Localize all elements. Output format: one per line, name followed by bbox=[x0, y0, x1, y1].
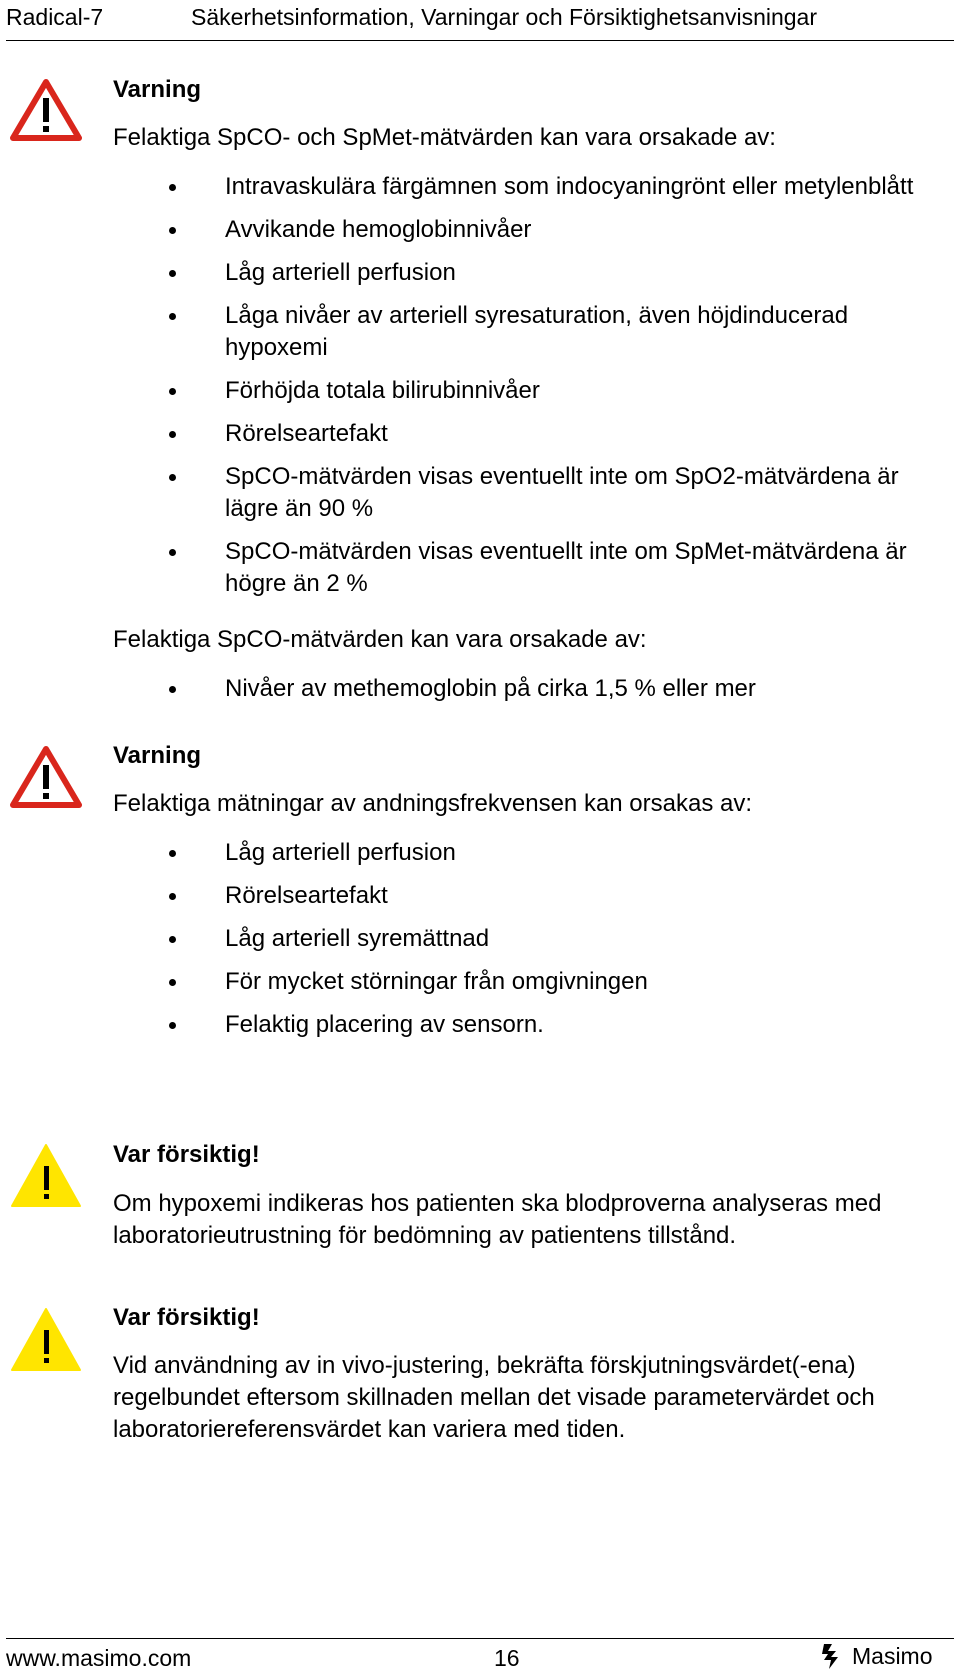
header-divider bbox=[6, 40, 954, 41]
list-item: Intravaskulära färgämnen som indocyaningrönt eller metylenblått bbox=[113, 171, 948, 203]
caution-triangle-yellow-icon bbox=[10, 1306, 82, 1374]
footer-website: www.masimo.com bbox=[6, 1645, 192, 1671]
list-item: Låg arteriell perfusion bbox=[113, 837, 948, 869]
list-item: Avvikande hemoglobinnivåer bbox=[113, 214, 948, 246]
list-item: Rörelseartefakt bbox=[113, 418, 948, 450]
warning-1-list bbox=[113, 171, 948, 611]
footer-divider bbox=[6, 1638, 954, 1639]
list-item: Låg arteriell syremättnad bbox=[113, 923, 948, 955]
list-item: För mycket störningar från omgivningen bbox=[113, 966, 948, 998]
caution-1-text: Om hypoxemi indikeras hos patienten ska blodproverna analyseras med laboratorieutrustning för bedömning av patientens tillstånd. bbox=[113, 1190, 882, 1249]
warning-1-list-2 bbox=[113, 673, 948, 716]
warning-2-intro: Felaktiga mätningar av andningsfrekvensen kan orsakas av: bbox=[113, 790, 753, 817]
warning-2-list bbox=[113, 837, 948, 1052]
warning-2-title: Varning bbox=[113, 742, 202, 769]
warning-triangle-red-icon bbox=[10, 78, 82, 142]
caution-2-title: Var försiktig! bbox=[113, 1304, 260, 1331]
list-item: SpCO-mätvärden visas eventuellt inte om SpO2-mätvärdena är lägre än 90 % bbox=[113, 461, 948, 525]
warning-1-intro-2: Felaktiga SpCO-mätvärden kan vara orsakade av: bbox=[113, 626, 647, 653]
list-item: Låga nivåer av arteriell syresaturation, även höjdinducerad hypoxemi bbox=[113, 300, 948, 364]
masimo-logo-icon bbox=[818, 1642, 844, 1670]
header-product: Radical-7 bbox=[6, 4, 104, 30]
list-item: Felaktig placering av sensorn. bbox=[113, 1009, 948, 1041]
caution-triangle-yellow-icon bbox=[10, 1142, 82, 1210]
list-item: Låg arteriell perfusion bbox=[113, 257, 948, 289]
list-item: SpCO-mätvärden visas eventuellt inte om SpMet-mätvärdena är högre än 2 % bbox=[113, 536, 948, 600]
footer-page-number: 16 bbox=[494, 1645, 520, 1671]
footer-brand-name: Masimo bbox=[852, 1643, 933, 1669]
caution-2-text: Vid användning av in vivo-justering, bekräfta förskjutningsvärdet(-ena) regelbundet eftersom skillnaden mellan det visade parametervärdet och laboratoriereferensvärdet kan variera med tiden. bbox=[113, 1352, 875, 1443]
list-item: Rörelseartefakt bbox=[113, 880, 948, 912]
header-section: Säkerhetsinformation, Varningar och Försiktighetsanvisningar bbox=[191, 4, 817, 30]
footer-brand bbox=[818, 1641, 933, 1671]
warning-1-title: Varning bbox=[113, 76, 202, 103]
list-item: Nivåer av methemoglobin på cirka 1,5 % eller mer bbox=[113, 673, 948, 705]
caution-1-title: Var försiktig! bbox=[113, 1141, 260, 1168]
list-item: Förhöjda totala bilirubinnivåer bbox=[113, 375, 948, 407]
warning-1-intro: Felaktiga SpCO- och SpMet-mätvärden kan vara orsakade av: bbox=[113, 124, 776, 151]
warning-triangle-red-icon bbox=[10, 745, 82, 809]
